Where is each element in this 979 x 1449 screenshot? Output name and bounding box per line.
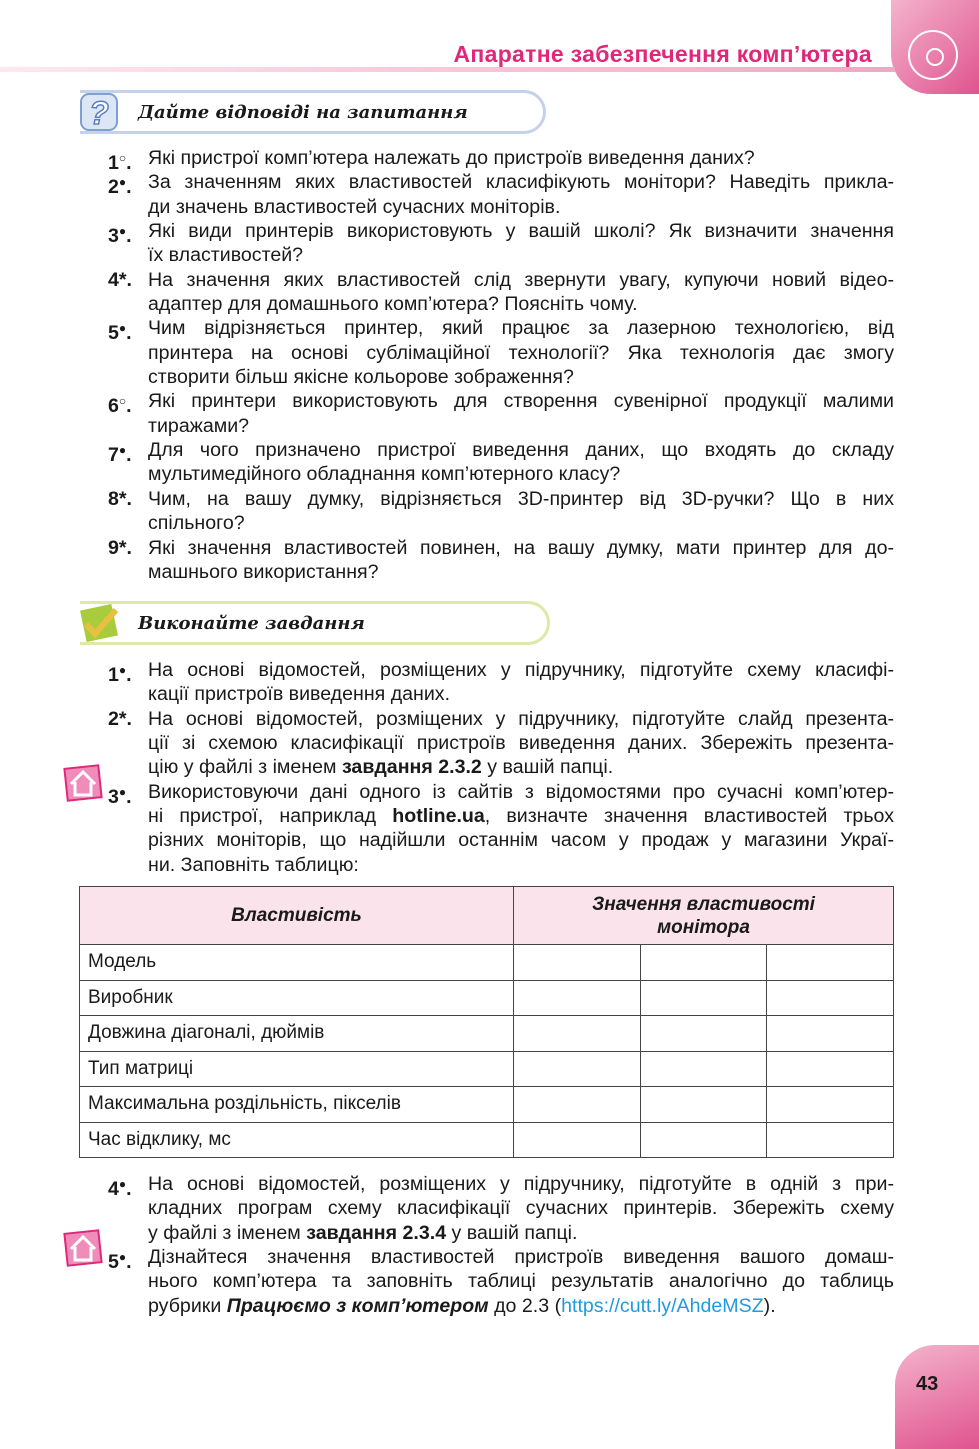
table-row [80,1051,894,1087]
list-item [108,1172,894,1245]
table-row [80,980,894,1016]
value-cell[interactable] [767,1122,894,1158]
text-segment: ні пристрої, наприклад [148,805,393,828]
questions-heading-text: Дайте відповіді на запитання [138,102,468,123]
list-item [108,658,894,707]
difficulty-marker: ○ [118,151,127,165]
text-line: спільного? [148,512,245,535]
value-cell[interactable] [514,980,641,1016]
text-line: ції зі схемою класифікації пристроїв виведення даних. Збережіть презента- [148,732,894,755]
list-item [108,707,894,780]
text-line: Використовуючи дані одного із сайтів з відомостями про сучасні комп’ютер- [148,780,894,803]
item-number: 3●. [108,224,132,248]
text-segment: ). [763,1294,776,1317]
text-line: На основі відомостей, розміщених у підручнику, підготуйте схему класифі- [148,659,894,681]
page-number: 43 [916,1373,939,1395]
item-number: 9*. [108,536,132,559]
table-row [80,945,894,981]
value-cell[interactable] [640,1016,767,1052]
text-line: Які значення властивостей повинен, на вашу думку, мати принтер для до- [148,536,894,559]
text-segment: рубрики [148,1294,227,1317]
difficulty-marker: ● [118,663,127,677]
item-number: 2*. [108,707,132,730]
text-segment: , визначте значення властивостей трьох [484,805,894,828]
question-mark-icon [78,91,120,133]
svg-text:?: ? [89,95,109,131]
text-line: Для чого призначено пристрої виведення даних, що входять до складу [148,439,894,462]
disc-icon [908,30,958,80]
list-item [108,487,894,536]
list-item [108,389,894,438]
text-line: На основі відомостей, розміщених у підручнику, підготуйте в одній з при- [148,1173,894,1195]
item-number: 8*. [108,487,132,510]
text-segment: завдання 2.3.4 [306,1221,447,1244]
header-rule [0,67,895,72]
text-segment: завдання 2.3.2 [341,756,482,779]
text-segment: hotline.ua [392,805,485,828]
list-item [108,316,894,389]
text-segment: у вашій папці. [481,756,614,779]
home-task-icon [62,762,104,804]
value-cell[interactable] [767,945,894,981]
value-cell[interactable] [514,1016,641,1052]
value-cell[interactable] [514,1087,641,1123]
text-line: ни. Заповніть таблицю: [148,853,359,876]
table-row [80,1087,894,1123]
checkmark-icon [78,602,120,644]
item-number: 7●. [108,443,132,467]
text-line: На значення яких властивостей слід звернути увагу, купуючи новий відео- [148,268,894,291]
text-line: За значенням яких властивостей класифікують монітори? Наведіть прикла- [148,171,894,194]
property-cell: Модель [80,945,514,981]
difficulty-marker: ● [118,1177,127,1191]
text-line: кації пристроїв виведення даних. [148,683,451,706]
value-cell[interactable] [514,1122,641,1158]
tasks-heading [80,601,550,645]
text-segment: цію у файлі з іменем [148,756,342,779]
difficulty-marker: ● [118,321,127,336]
text-line: принтера на основі сублімаційної технології? Яка технологія дає змогу [148,341,894,364]
difficulty-marker: ● [118,784,127,799]
text-line: машнього використання? [148,560,379,583]
text-line: Чим відрізняється принтер, який працює за лазерною технологією, від [148,317,894,340]
text-segment: у вашій папці. [446,1221,578,1244]
property-cell: Час відклику, мс [80,1122,514,1158]
table-row [80,1016,894,1052]
list-item [108,780,894,877]
difficulty-marker: ● [118,1250,127,1265]
monitor-properties-table [79,886,894,1158]
difficulty-marker: ● [118,175,127,190]
text-line: їх властивостей? [148,244,304,267]
item-number: 1○. [108,151,132,174]
text-line: створити більш якісне кольорове зображення? [148,366,574,389]
chapter-title: Апаратне забезпечення комп’ютера [453,41,872,67]
list-item [108,438,894,487]
text-segment: до 2.3 ( [488,1294,562,1317]
item-number: 4●. [108,1177,132,1200]
item-number: 1●. [108,663,132,686]
difficulty-marker: ○ [118,394,127,409]
table-row [80,1122,894,1158]
item-number: 2●. [108,175,132,199]
text-line: Які принтери використовують для створення сувенірної продукції малими [148,390,894,413]
questions-heading [80,90,546,134]
property-cell: Тип матриці [80,1051,514,1087]
value-cell[interactable] [767,1087,894,1123]
property-cell: Довжина діагоналі, дюймів [80,1016,514,1052]
text-segment: у файлі з іменем [148,1221,307,1244]
text-line [148,804,894,828]
tasks-list-continued [108,1172,894,1318]
difficulty-marker: ● [118,443,127,458]
questions-list [108,146,894,584]
value-cell[interactable] [640,1051,767,1087]
text-line: кладних програм схему класифікації сучасних принтерів. Збережіть схему [148,1197,894,1220]
item-number: 6○. [108,394,132,418]
value-cell[interactable] [640,980,767,1016]
page-number-tab [895,1345,979,1449]
value-cell[interactable] [514,945,641,981]
text-line [148,1294,894,1318]
item-number: 3●. [108,784,132,808]
property-cell: Виробник [80,980,514,1016]
col-values-header: Значення властивості монітора [514,887,894,945]
col-property-header: Властивість [80,887,514,945]
value-cell[interactable] [640,1122,767,1158]
value-cell[interactable] [767,1016,894,1052]
text-line [148,755,894,779]
text-line: Чим, на вашу думку, відрізняється 3D-принтер від 3D-ручки? Що в них [148,487,894,510]
text-line: На основі відомостей, розміщених у підручнику, підготуйте слайд презента- [148,707,894,730]
value-cell[interactable] [640,1087,767,1123]
text-line: адаптер для домашнього комп’ютера? Поясніть чому. [148,293,638,316]
item-number: 5●. [108,321,132,345]
text-line [148,1221,894,1245]
value-cell[interactable] [640,945,767,981]
tasks-heading-text: Виконайте завдання [138,613,365,634]
value-cell[interactable] [767,1051,894,1087]
text-line: Які види принтерів використовують у вашій школі? Як визначити значення [148,220,894,243]
list-item [108,536,894,585]
text-line: Які пристрої комп’ютера належать до пристроїв виведення даних? [148,147,755,169]
text-line: тиражами? [148,414,250,437]
value-cell[interactable] [514,1051,641,1087]
value-cell[interactable] [767,980,894,1016]
text-line: мультимедійного обладнання комп’ютерного класу? [148,463,621,486]
home-task-icon [62,1227,104,1269]
text-line: різних моніторів, що надійшли останнім часом у продаж у магазини Украї- [148,829,894,852]
item-number: 5●. [108,1250,132,1274]
text-line: нього комп’ютера та заповніть таблиці результатів аналогічно до таблиць [148,1270,894,1293]
text-segment: Працюємо з комп’ютером [226,1294,489,1317]
text-line: ди значень властивостей сучасних моніторів. [148,195,561,218]
list-item [108,219,894,268]
item-number: 4*. [108,268,132,291]
list-item [108,170,894,219]
difficulty-marker: ● [118,224,127,239]
link[interactable]: https://cutt.ly/AhdeMSZ [561,1294,764,1317]
text-line: Дізнайтеся значення властивостей пристроїв виведення вашого домаш- [148,1246,894,1269]
list-item [108,268,894,317]
list-item [108,1245,894,1318]
list-item [108,146,894,174]
tasks-list [108,658,894,877]
property-cell: Максимальна роздільність, пікселів [80,1087,514,1123]
